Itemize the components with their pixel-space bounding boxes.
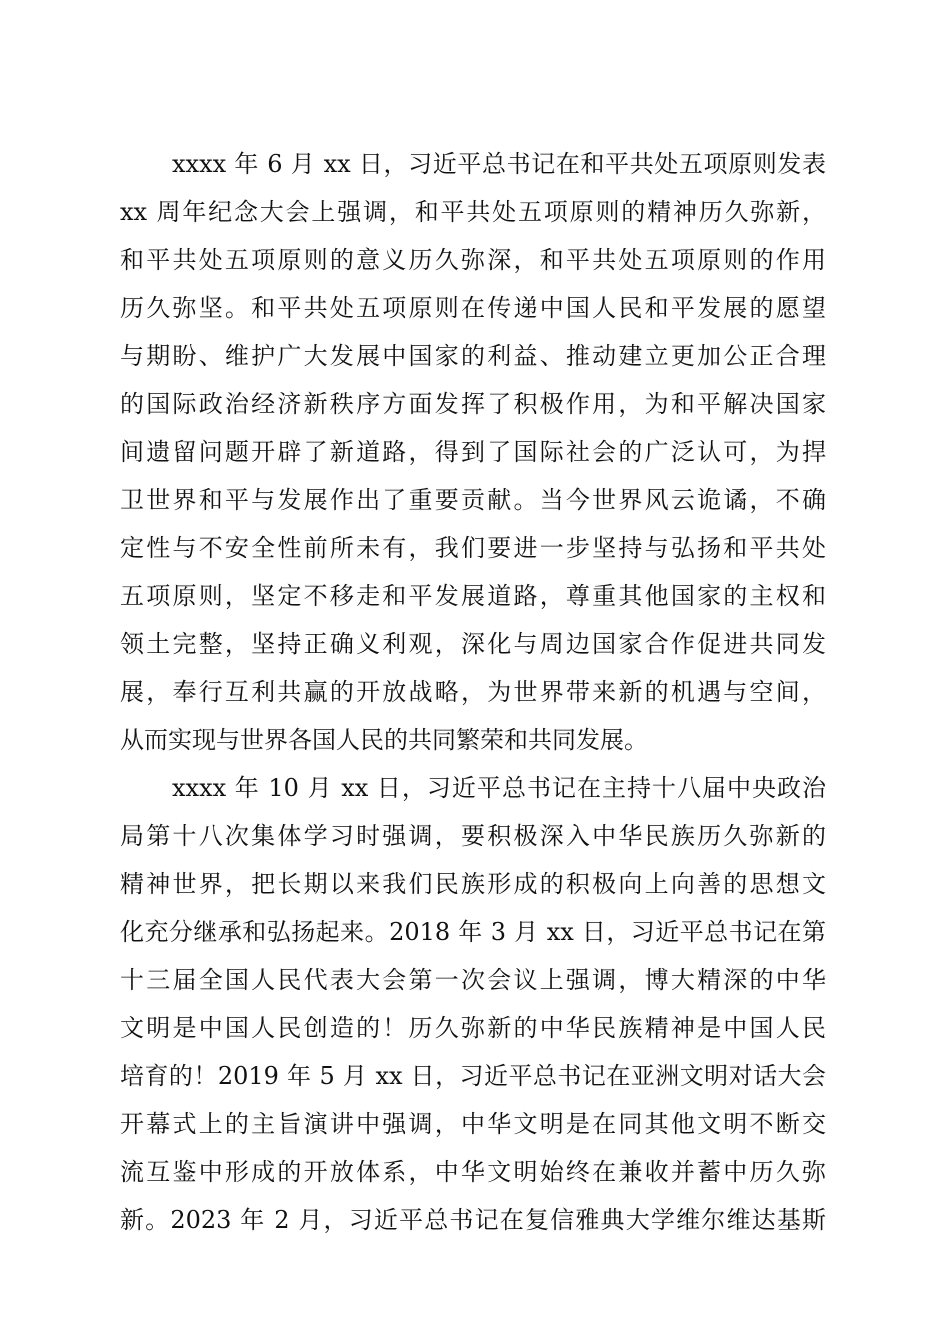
paragraph-line: xxxx 年 10 月 xx 日，习近平总书记在主持十八届中央政治 bbox=[172, 774, 826, 802]
paragraph-line: 培育的！2019 年 5 月 xx 日，习近平总书记在亚洲文明对话大会 bbox=[120, 1062, 826, 1090]
paragraph-line: 历久弥坚。和平共处五项原则在传递中国人民和平发展的愿望 bbox=[120, 294, 826, 322]
paragraph-line: 领土完整，坚持正确义利观，深化与周边国家合作促进共同发 bbox=[120, 630, 826, 658]
paragraph-line: 定性与不安全性前所未有，我们要进一步坚持与弘扬和平共处 bbox=[120, 534, 826, 562]
paragraph-line: 五项原则，坚定不移走和平发展道路，尊重其他国家的主权和 bbox=[120, 582, 826, 610]
paragraph-1 bbox=[120, 140, 826, 764]
paragraph-line: 化充分继承和弘扬起来。2018 年 3 月 xx 日，习近平总书记在第 bbox=[120, 918, 826, 946]
paragraph-line: 开幕式上的主旨演讲中强调，中华文明是在同其他文明不断交 bbox=[120, 1110, 826, 1138]
paragraph-line: 局第十八次集体学习时强调，要积极深入中华民族历久弥新的 bbox=[120, 822, 826, 850]
paragraph-line: 十三届全国人民代表大会第一次会议上强调，博大精深的中华 bbox=[120, 966, 826, 994]
paragraph-2 bbox=[120, 764, 826, 1244]
paragraph-line: 新。2023 年 2 月，习近平总书记在复信雅典大学维尔维达基斯 bbox=[120, 1206, 826, 1234]
paragraph-line: 文明是中国人民创造的！历久弥新的中华民族精神是中国人民 bbox=[120, 1014, 826, 1042]
paragraph-line: 间遗留问题开辟了新道路，得到了国际社会的广泛认可，为捍 bbox=[120, 438, 826, 466]
paragraph-line: 流互鉴中形成的开放体系，中华文明始终在兼收并蓄中历久弥 bbox=[120, 1158, 826, 1186]
paragraph-line: 从而实现与世界各国人民的共同繁荣和共同发展。 bbox=[120, 726, 648, 754]
paragraph-line: 精神世界，把长期以来我们民族形成的积极向上向善的思想文 bbox=[120, 870, 826, 898]
paragraph-line: 的国际政治经济新秩序方面发挥了积极作用，为和平解决国家 bbox=[120, 390, 826, 418]
paragraph-line: 展，奉行互利共赢的开放战略，为世界带来新的机遇与空间， bbox=[120, 678, 826, 706]
paragraph-line: 和平共处五项原则的意义历久弥深，和平共处五项原则的作用 bbox=[120, 246, 826, 274]
paragraph-line: xxxx 年 6 月 xx 日，习近平总书记在和平共处五项原则发表 bbox=[172, 150, 826, 178]
document-body bbox=[120, 140, 826, 1244]
paragraph-line: xx 周年纪念大会上强调，和平共处五项原则的精神历久弥新， bbox=[120, 198, 826, 226]
paragraph-line: 与期盼、维护广大发展中国家的利益、推动建立更加公正合理 bbox=[120, 342, 826, 370]
paragraph-line: 卫世界和平与发展作出了重要贡献。当今世界风云诡谲，不确 bbox=[120, 486, 826, 514]
